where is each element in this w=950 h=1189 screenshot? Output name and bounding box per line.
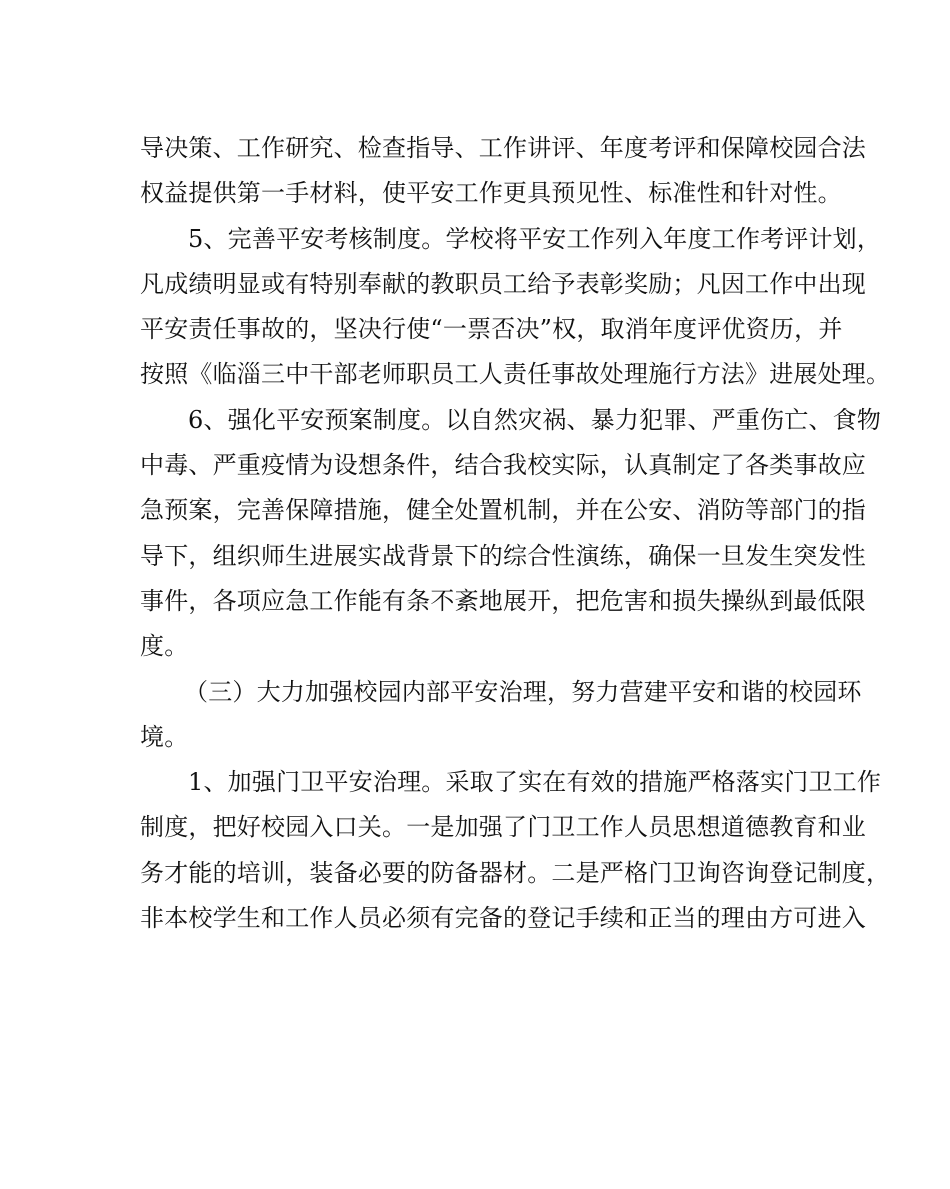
text-line: 事件，各项应急工作能有条不紊地展开，把危害和损失操纵到最低限 — [140, 586, 866, 615]
text-line: 按照《临淄三中干部老师职员工人责任事故处理施行方法》进展处理。 — [140, 360, 891, 389]
text-line: 5、完善平安考核制度。学校将平安工作列入年度工作考评计划， — [188, 224, 882, 253]
text-line: 非本校学生和工作人员必须有完备的登记手续和正当的理由方可进入 — [140, 904, 866, 933]
section-heading-line: （三）大力加强校园内部平安治理，努力营建平安和谐的校园环 — [184, 677, 862, 706]
text-line: 急预案，完善保障措施，健全处置机制，并在公安、消防等部门的指 — [140, 496, 866, 525]
text-line: 平安责任事故的，坚决行使“一票否决”权，取消年度评优资历，并 — [140, 315, 843, 344]
text-line: 导下，组织师生进展实战背景下的综合性演练，确保一旦发生突发性 — [140, 541, 866, 570]
text-line: 权益提供第一手材料，使平安工作更具预见性、标准性和针对性。 — [140, 179, 842, 208]
section-heading-line: 境。 — [140, 722, 189, 751]
document-body — [140, 126, 891, 941]
text-line: 制度，把好校园入口关。一是加强了门卫工作人员思想道德教育和业 — [140, 813, 866, 842]
text-line: 度。 — [140, 632, 189, 661]
text-line: 6、强化平安预案制度。以自然灾祸、暴力犯罪、严重伤亡、食物 — [188, 405, 882, 434]
text-line: 导决策、工作研究、检查指导、工作讲评、年度考评和保障校园合法 — [140, 134, 866, 162]
text-line: 务才能的培训，装备必要的防备器材。二是严格门卫询咨询登记制度， — [140, 858, 891, 887]
text-line: 中毒、严重疫情为设想条件，结合我校实际，认真制定了各类事故应 — [140, 451, 866, 480]
text-line: 1、加强门卫平安治理。采取了实在有效的措施严格落实门卫工作 — [188, 768, 882, 797]
text-line: 凡成绩明显或有特别奉献的教职员工给予表彰奖励；凡因工作中出现 — [140, 269, 866, 298]
